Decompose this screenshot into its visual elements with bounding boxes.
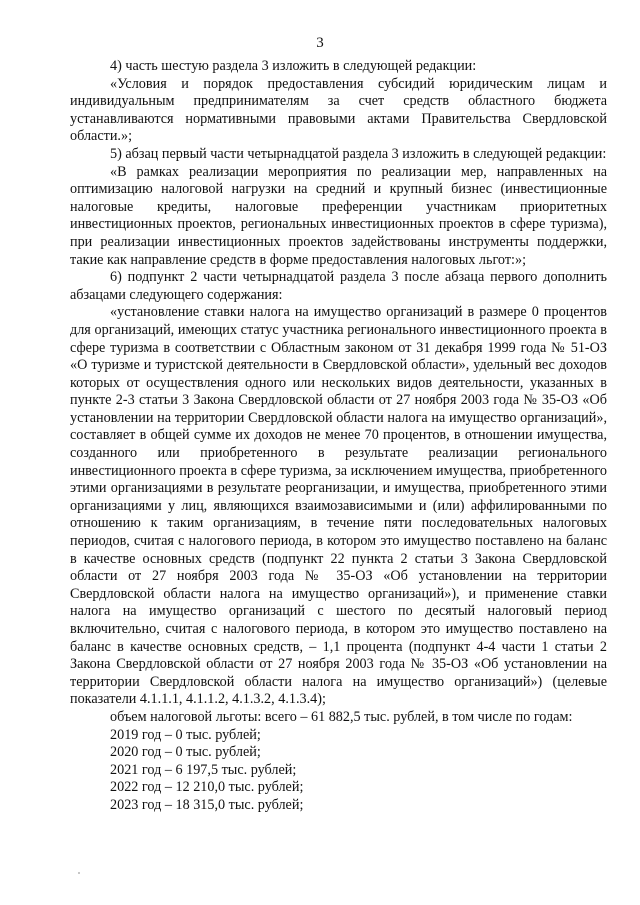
paragraph-item-6: 6) подпункт 2 части четырнадцатой раздела 3 после абзаца первого дополнить абзацами следующего содержания: (70, 269, 607, 303)
year-line-2023: 2023 год – 18 315,0 тыс. рублей; (110, 796, 304, 813)
quoted-paragraph-tax-support: «В рамках реализации мероприятия по реализации мер, направленных на оптимизацию налоговой нагрузки на средний и крупный бизнес (инвестиционные налоговые кредиты, налоговые преференции участникам приоритетных инвестиционных проектов, региональных инвестиционных проектов в сфере туризма), при реализации инвестиционных проектов задействованы инструменты поддержки, такие как направление средств в форме предоставления налоговых льгот:»; (70, 163, 607, 268)
page-number: 3 (316, 35, 324, 51)
quoted-paragraph-subsidies: «Условия и порядок предоставления субсидий юридическим лицам и индивидуальным предпринимателям за счет средств областного бюджета устанавливаются нормативными правовыми актами Правительства Свердловской области.»; (70, 75, 607, 145)
year-line-2022: 2022 год – 12 210,0 тыс. рублей; (110, 779, 304, 796)
year-line-2019: 2019 год – 0 тыс. рублей; (110, 726, 261, 743)
year-line-2020: 2020 год – 0 тыс. рублей; (110, 744, 261, 761)
quoted-paragraph-tax-rate: «установление ставки налога на имущество организаций в размере 0 процентов для организаций, имеющих статус участника регионального инвестиционного проекта в сфере туризма в соответствии с Областным законом от 31 декабря 1999 года № 51-ОЗ «О туризме и туристской деятельности в Свердловской области», удельный вес доходов которых от осуществления одного или нескольких видов деятельности, указанных в пункте 2-3 статьи 3 Закона Свердловской области от 27 ноября 2003 года № 35-ОЗ «Об установлении на территории Свердловской области налога на имущество организаций», составляет в общей сумме их доходов не менее 70 процентов, в отношении имущества, созданного или приобретенного в результате реализации регионального инвестиционного проекта в сфере туризма, за исключением имущества, приобретенного этими организациями в результате реорганизации, и имущества, приобретенного этими организациями у лиц, являющихся взаимозависимыми и (или) аффилированными по отношению к таким организациям, в течение пяти последовательных налоговых периодов, считая с налогового периода, в котором это имущество поставлено на баланс в качестве основных средств (подпункт 22 пункта 2 статьи 3 Закона Свердловской области от 27 ноября 2003 года № 35-ОЗ «Об установлении на территории Свердловской области налога на имущество организаций»), и применение ставки налога на имущество организаций с шестого по десятый налоговый период включительно, считая с налогового периода, в котором это имущество поставлено на баланс в качестве основных средств, – 1,1 процента (подпункт 4-4 части 1 статьи 2 Закона Свердловской области от 27 ноября 2003 года № 35-ОЗ «Об установлении на территории Свердловской области налога на имущество организаций») (целевые показатели 4.1.1.1, 4.1.1.2, 4.1.3.2, 4.1.3.4); (70, 304, 607, 708)
tax-benefit-total: объем налоговой льготы: всего – 61 882,5 тыс. рублей, в том числе по годам: (110, 708, 573, 725)
paragraph-item-5: 5) абзац первый части четырнадцатой раздела 3 изложить в следующей редакции: (110, 145, 607, 162)
document-body (70, 58, 607, 815)
scan-speck (78, 872, 80, 874)
year-line-2021: 2021 год – 6 197,5 тыс. рублей; (110, 761, 297, 778)
paragraph-item-4: 4) часть шестую раздела 3 изложить в следующей редакции: (110, 58, 477, 74)
